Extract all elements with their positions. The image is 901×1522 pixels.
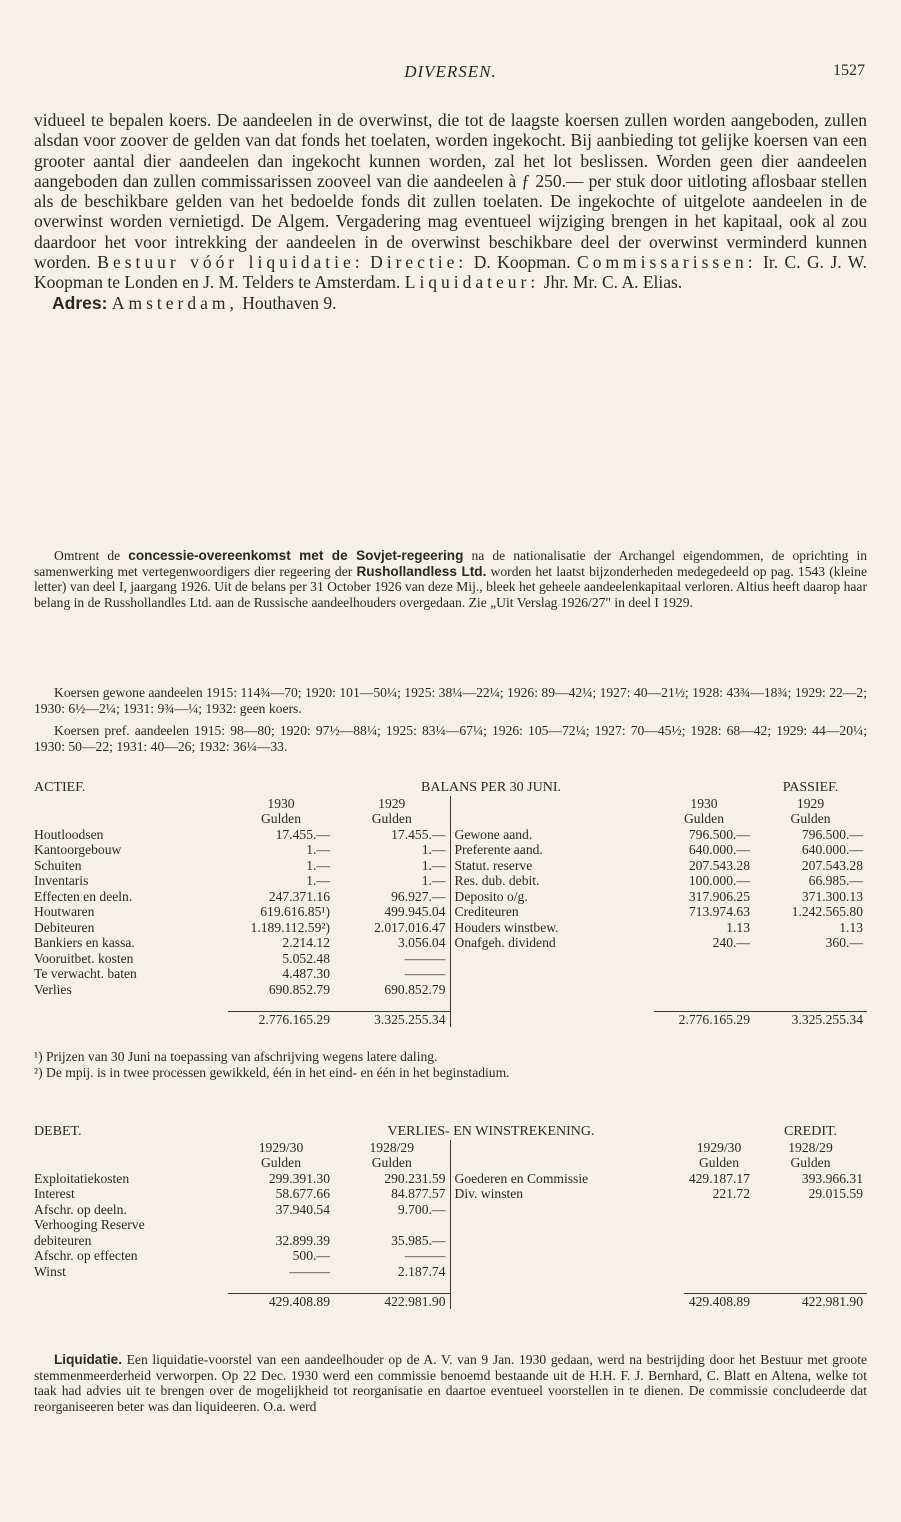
empty-cell	[684, 1202, 754, 1218]
empty-cell	[334, 1279, 450, 1293]
address-line	[34, 293, 867, 313]
year-header: 1929	[378, 795, 406, 811]
row-value: 499.945.04	[384, 904, 446, 919]
total-value: 3.325.255.34	[754, 1011, 867, 1027]
row-label: Schuiten	[34, 857, 82, 873]
row-value: 690.852.79	[384, 981, 446, 997]
table-heading-row	[34, 780, 867, 796]
row-label: Verlies	[34, 981, 72, 997]
commissarissen-value: Ir. C. G. J. W. Koopman te Londen en J. M. Telders te Amsterdam.	[34, 252, 868, 293]
row-value: 66.985.—	[808, 873, 864, 888]
row-value: 2.017.016.47	[374, 919, 446, 935]
row-value: 17.455.—	[391, 826, 446, 842]
row-value: 1.13	[726, 919, 751, 935]
row-label: Debiteuren	[34, 919, 95, 935]
notice-paragraph: Omtrent de concessie-overeenkomst met de Sovjet-regeering na de nationalisatie der Archangel eigendommen, de oprichting in samenwerking met vertegenwoordigers dier regeering der Rushollandless Ltd. worden het laatst bijzonderheden medegedeeld op pag. 1543 (kleine letter) van deel I, jaargang 1926. Uit de belans per 31 October 1926 van deze Mij., bleek het geheele aandeelenkapitaal verloren. Altius heeft daarop haar belang in de Russhollandles Ltd. aan de Russische aandeelhouders overgedaan. Zie „Uit Verslag 1926/27" in deel I 1929.	[34, 548, 868, 610]
empty-cell	[34, 1293, 228, 1309]
row-value: 96.927.—	[391, 888, 446, 904]
row-value: 713.974.63	[688, 904, 751, 919]
footnote-2: ²) De mpij. is in twee processen gewikkeld, één in het eind- en één in het beginstadium.	[34, 1064, 510, 1080]
balance-sheet	[34, 780, 867, 1027]
row-value: 9.700.—	[397, 1201, 446, 1217]
year-header: 1930	[267, 795, 295, 811]
empty-cell	[754, 1264, 867, 1280]
row-value: ———	[289, 1263, 330, 1279]
row-value: 240.—	[712, 935, 751, 950]
row-value: 1.13	[839, 919, 864, 935]
total-value: 2.776.165.29	[228, 1011, 334, 1027]
empty-cell	[450, 1279, 684, 1293]
row-value: 2.187.74	[397, 1263, 446, 1279]
empty-cell	[754, 951, 867, 967]
empty-cell	[754, 997, 867, 1011]
table-row	[34, 1233, 867, 1249]
address-city: Amsterdam,	[111, 292, 238, 313]
row-value: 2.214.12	[282, 935, 330, 950]
profit-loss-account	[34, 1124, 867, 1309]
year-header: 1928/29	[369, 1139, 415, 1155]
row-label: Bankiers en kassa.	[34, 935, 135, 950]
unit-header: Gulden	[260, 1155, 302, 1170]
running-header	[0, 62, 901, 86]
row-value: 1.—	[421, 842, 446, 857]
empty-cell	[34, 1140, 228, 1156]
year-header: 1930	[690, 795, 718, 811]
row-value: 1.—	[306, 857, 330, 873]
row-value: ———	[404, 1248, 446, 1263]
directie-label: Directie:	[370, 252, 468, 273]
table-title: BALANS PER 30 JUNI.	[421, 780, 562, 795]
row-label: Interest	[34, 1186, 75, 1201]
liquidatie-block	[34, 1352, 867, 1414]
row-value: 640.000.—	[801, 842, 864, 857]
table-row	[34, 1264, 867, 1280]
empty-cell	[228, 997, 334, 1011]
left-heading: ACTIEF.	[34, 780, 86, 795]
total-value: 429.408.89	[228, 1293, 334, 1309]
bestuur-label: Bestuur vóór liquidatie:	[97, 252, 364, 273]
commissarissen-label: Commissarissen:	[577, 252, 757, 273]
liquidateur-value: Jhr. Mr. C. A. Elias.	[543, 272, 683, 293]
row-value: 1.—	[421, 873, 446, 888]
page-number: 1527	[833, 62, 865, 79]
liquidatie-label: Liquidatie.	[54, 1352, 122, 1367]
row-label: Afschr. op effecten	[34, 1248, 138, 1263]
row-value: 371.300.13	[801, 888, 864, 904]
empty-cell	[450, 982, 654, 998]
row-label: Winst	[34, 1263, 66, 1279]
notice-bold-2: Rushollandless Ltd.	[356, 563, 487, 579]
total-value: 3.325.255.34	[334, 1011, 450, 1027]
row-value: 5.052.48	[282, 950, 330, 966]
row-value: 1.—	[306, 842, 330, 857]
empty-cell	[450, 1155, 684, 1171]
empty-cell	[450, 796, 654, 812]
empty-cell	[34, 997, 228, 1011]
row-value: 4.487.30	[282, 966, 330, 981]
koersen-gewone: Koersen gewone aandeelen 1915: 114¾—70; 1920: 101—50¼; 1925: 38¼—22¼; 1926: 89—42¼; 1927: 40—21½; 1928: 43¾—18¾; 1929: 22—2; 1930: 6½—2¼; 1931: 9¾—¼; 1932: geen koers.	[34, 685, 867, 716]
table-row	[34, 889, 867, 905]
row-label: Statut. reserve	[450, 858, 654, 874]
empty-cell	[450, 1202, 684, 1218]
left-heading: DEBET.	[34, 1124, 82, 1139]
table-row	[34, 1171, 867, 1187]
row-value	[334, 1217, 450, 1233]
empty-cell	[654, 997, 754, 1011]
unit-header: Gulden	[683, 811, 725, 826]
row-value: 690.852.79	[268, 981, 330, 997]
table-row	[34, 1217, 867, 1233]
empty-cell	[34, 811, 228, 827]
table-row	[34, 982, 867, 998]
year-header: 1929/30	[258, 1139, 304, 1155]
directie-value: D. Koopman.	[473, 252, 571, 273]
row-value: 1.242.565.80	[791, 904, 864, 919]
row-label: Preferente aand.	[450, 842, 654, 858]
unit-row	[34, 811, 867, 827]
empty-cell	[334, 997, 450, 1011]
table-row	[34, 1186, 867, 1202]
spacer-row	[34, 1279, 867, 1293]
row-value: ———	[404, 950, 446, 966]
koersen-block	[34, 685, 867, 754]
unit-row	[34, 1155, 867, 1171]
row-value: 17.455.—	[275, 826, 330, 842]
running-title: DIVERSEN.	[404, 62, 497, 81]
unit-header: Gulden	[698, 1155, 740, 1170]
row-value: 84.877.57	[391, 1186, 446, 1201]
table-row	[34, 904, 867, 920]
table-row	[34, 935, 867, 951]
row-value: ———	[404, 966, 446, 981]
row-label: Houders winstbew.	[450, 920, 654, 936]
row-value: 360.—	[825, 935, 864, 950]
row-value: 796.500.—	[801, 826, 864, 842]
row-value: 221.72	[712, 1186, 750, 1201]
empty-cell	[450, 951, 654, 967]
row-label: Afschr. op deeln.	[34, 1201, 127, 1217]
empty-cell	[684, 1248, 754, 1264]
year-header: 1928/29	[788, 1139, 833, 1155]
liquidatie-paragraph	[34, 1352, 867, 1414]
row-label: Kantoorgebouw	[34, 842, 122, 857]
empty-cell	[450, 997, 654, 1011]
row-value: 3.056.04	[397, 935, 446, 950]
empty-cell	[450, 966, 654, 982]
total-row	[34, 1293, 867, 1309]
row-label: Onafgeh. dividend	[450, 935, 654, 951]
spacer-row	[34, 997, 867, 1011]
unit-header: Gulden	[790, 811, 831, 826]
table-heading-row	[34, 1124, 867, 1140]
empty-cell	[754, 1217, 867, 1233]
empty-cell	[754, 982, 867, 998]
empty-cell	[754, 1279, 867, 1293]
row-value: 299.391.30	[268, 1170, 330, 1186]
row-label: Houtloodsen	[34, 826, 104, 842]
row-value: 32.899.39	[275, 1232, 330, 1248]
row-label: Deposito o/g.	[450, 889, 654, 905]
row-value: 1.189.112.59²)	[250, 919, 330, 935]
empty-cell	[754, 1202, 867, 1218]
empty-cell	[684, 1217, 754, 1233]
notice-bold-1: concessie-overeenkomst met de Sovjet-regeering	[128, 548, 464, 563]
unit-header: Gulden	[260, 811, 302, 826]
empty-cell	[684, 1279, 754, 1293]
empty-cell	[228, 1279, 334, 1293]
empty-cell	[34, 796, 228, 812]
empty-cell	[450, 1217, 684, 1233]
row-value: 393.966.31	[801, 1170, 863, 1186]
row-value: 796.500.—	[688, 826, 751, 842]
row-label: debiteuren	[34, 1232, 92, 1248]
row-value: 640.000.—	[688, 842, 751, 857]
row-value: 37.940.54	[275, 1201, 330, 1217]
table-row	[34, 966, 867, 982]
row-value: 207.543.28	[801, 857, 864, 873]
row-label: Vooruitbet. kosten	[34, 950, 134, 966]
empty-cell	[754, 1233, 867, 1249]
row-value: 207.543.28	[688, 857, 751, 873]
notice-block	[34, 548, 867, 610]
liquidatie-text: Een liquidatie-voorstel van een aandeelhouder op de A. V. van 9 Jan. 1930 gedaan, werd na bestrijding door het Bestuur met groote stemmenmeerderheid verworpen. Op 22 Dec. 1930 werd een commissie benoemd bestaande uit de H.H. F. J. Bernhard, C. Blatt en Altena, welke tot taak had advies uit te brengen over de mogelijkheid tot reorganisatie en daartoe eventueel voorstellen in te dienen. De commissie concludeerde dat reorganiseeren beter was dan liquideeren. O.a. werd	[34, 1352, 867, 1414]
empty-cell	[450, 1011, 654, 1027]
koersen-pref: Koersen pref. aandeelen 1915: 98—80; 1920: 97½—88¼; 1925: 83¼—67¼; 1926: 105—72¼; 1927: 70—45½; 1928: 68—42; 1929: 44—20¼; 1930: 50—22; 1931: 40—26; 1932: 36¼—33.	[34, 723, 867, 754]
table-row	[34, 842, 867, 858]
address-label: Adres:	[52, 292, 108, 313]
empty-cell	[450, 1140, 684, 1156]
row-label: Div. winsten	[450, 1186, 684, 1202]
table-row	[34, 1202, 867, 1218]
row-label: Exploitatiekosten	[34, 1170, 130, 1186]
table-row	[34, 827, 867, 843]
empty-cell	[684, 1264, 754, 1280]
year-row	[34, 1140, 867, 1156]
row-value: 429.187.17	[688, 1170, 750, 1186]
total-value: 2.776.165.29	[654, 1011, 754, 1027]
empty-cell	[754, 1248, 867, 1264]
empty-cell	[654, 982, 754, 998]
right-heading: CREDIT.	[783, 1124, 837, 1139]
total-value: 429.408.89	[684, 1293, 754, 1309]
right-heading: PASSIEF.	[782, 780, 839, 795]
row-label: Goederen en Commissie	[450, 1171, 684, 1187]
row-label: Verhooging Reserve	[34, 1217, 145, 1232]
empty-cell	[450, 811, 654, 827]
table-row	[34, 858, 867, 874]
row-value: 100.000.—	[688, 873, 751, 888]
table-row	[34, 1248, 867, 1264]
empty-cell	[34, 1155, 228, 1171]
table-row	[34, 873, 867, 889]
total-row	[34, 1011, 867, 1027]
row-label: Gewone aand.	[450, 827, 654, 843]
row-value: 29.015.59	[808, 1186, 863, 1201]
row-value: 58.677.66	[275, 1186, 330, 1201]
year-header: 1929/30	[696, 1139, 742, 1155]
unit-header: Gulden	[371, 811, 412, 826]
main-paragraph: vidueel te bepalen koers. De aandeelen in de overwinst, die tot de laagste koersen zullen worden aangeboden, zullen alsdan voor zoover de gelden van dat fonds het toelaten, worden ingekocht. Bij aanbieding tot gelijke koersen van een grooter aantal dier aandeelen dan ingekocht kunnen worden, zal het lot beslissen. Worden geen dier aandeelen aangeboden dan zullen commissarissen zooveel van die aandeelen à ƒ 250.— per stuk door uitloting aflosbaar stellen als de beschikbare gelden van het bedoelde fonds dit zullen toelaten. De ingekochte of uitgelote aandeelen in de overwinst worden vernietigd. De Algem. Vergadering mag eventueel wijziging brengen in het kapitaal, ook al zou daardoor het voor intrekking der aandeelen in de overwinst beschikbare deel der overwinst verminderd kunnen worden. Bestuur vóór liquidatie: Directie: D. Koopman. Commissarissen: Ir. C. G. J. W. Koopman te Londen en J. M. Telders te Amsterdam. Liquidateur: Jhr. Mr. C. A. Elias.	[34, 110, 868, 293]
empty-cell	[654, 951, 754, 967]
row-label: Res. dub. debit.	[450, 873, 654, 889]
unit-header: Gulden	[371, 1155, 412, 1170]
total-value: 422.981.90	[334, 1293, 450, 1309]
empty-cell	[34, 1011, 228, 1027]
row-value: 1.—	[306, 873, 330, 888]
year-row	[34, 796, 867, 812]
liquidateur-label: Liquidateur:	[404, 272, 540, 293]
row-value: 619.616.85¹)	[260, 904, 330, 919]
address-street: Houthaven 9.	[242, 292, 337, 313]
row-value: 1.—	[421, 857, 446, 873]
row-label: Inventaris	[34, 873, 89, 888]
row-label: Houtwaren	[34, 904, 95, 919]
row-value: 290.231.59	[384, 1170, 446, 1186]
table-row	[34, 920, 867, 936]
empty-cell	[684, 1233, 754, 1249]
empty-cell	[450, 1248, 684, 1264]
row-label: Effecten en deeln.	[34, 888, 133, 904]
table-title: VERLIES- EN WINSTREKENING.	[387, 1124, 595, 1139]
table-row	[34, 951, 867, 967]
empty-cell	[754, 966, 867, 982]
row-label: Crediteuren	[450, 904, 654, 920]
row-value	[228, 1217, 334, 1233]
empty-cell	[450, 1293, 684, 1309]
row-label: Te verwacht. baten	[34, 966, 137, 981]
footnote-1: ¹) Prijzen van 30 Juni na toepassing van afschrijving wegens latere daling.	[34, 1049, 438, 1064]
footnotes	[34, 1049, 867, 1080]
unit-header: Gulden	[790, 1155, 831, 1170]
row-value: 500.—	[292, 1248, 330, 1263]
main-text	[34, 110, 867, 313]
row-value: 317.906.25	[688, 888, 751, 904]
empty-cell	[450, 1233, 684, 1249]
year-header: 1929	[796, 795, 825, 811]
empty-cell	[450, 1264, 684, 1280]
empty-cell	[654, 966, 754, 982]
empty-cell	[34, 1279, 228, 1293]
row-value: 35.985.—	[391, 1232, 446, 1248]
row-value: 247.371.16	[268, 888, 330, 904]
total-value: 422.981.90	[754, 1293, 867, 1309]
